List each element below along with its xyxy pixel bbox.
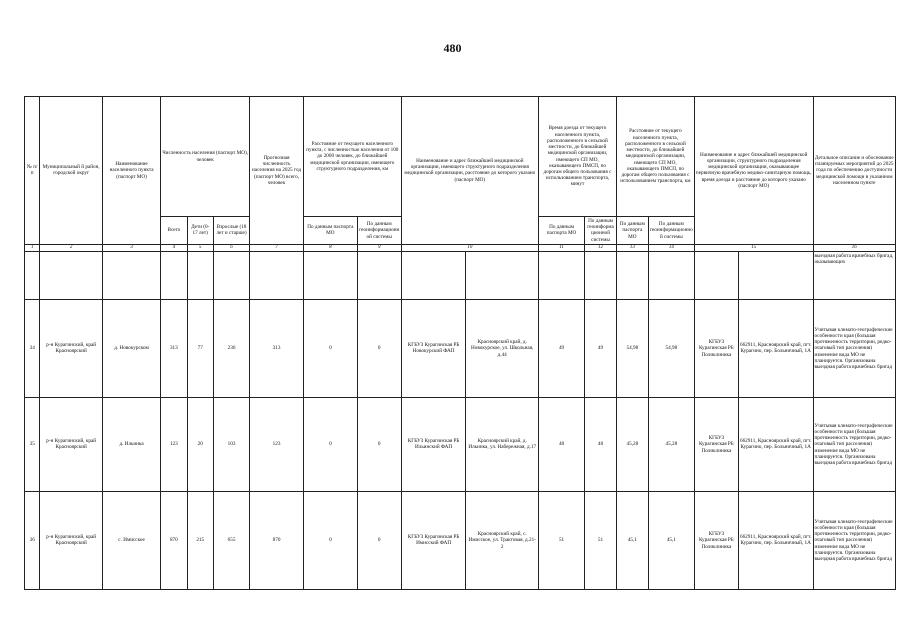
col-index: 7 — [250, 244, 304, 251]
page-number: 480 — [443, 41, 462, 55]
row-children: 77 — [187, 299, 213, 397]
row-org-address: Красноярский край, д. Ильинка, ул. Набережная, д.17 — [466, 397, 538, 491]
header-nearest-org: Наименование и адрес ближайшей медицинской организации, имеющего структурного подразделения медицинской организации, расстояние до которого указано (паспорт МО) — [401, 97, 538, 245]
row-adults: 103 — [213, 397, 249, 491]
row-pc-address: 662911, Красноярский край, пгт. Курагино, пер. Больничный, 1А — [738, 491, 813, 589]
row-time-passport: 48 — [538, 397, 584, 491]
row-time-passport: 51 — [538, 491, 584, 589]
header-pop-total: Всего — [161, 217, 187, 245]
header-by-passport-time: По данным паспорта МО — [538, 217, 584, 245]
row-total: 123 — [161, 397, 187, 491]
row-description: Учитывая климато-географические особенности края (большая протяженность территории, редко-очаговый тип расселения) изменение вида МО не планируется. Организована выездная работа врачебных бригад — [813, 491, 895, 589]
row-forecast: 123 — [250, 397, 304, 491]
header-forecast: Прогнозная численность населения на 2025 год (паспорт МО) всего, человек — [250, 97, 304, 245]
header-distance-structural: Расстояние от текущего населенного пункта, с численностью населения от 100 до 2000 человек, до ближайшей медицинской организации, имеющего структурного подразделения, км — [303, 97, 401, 217]
header-pop-children: Дети (0-17 лет) — [187, 217, 213, 245]
col-index: 13 — [616, 244, 648, 251]
header-pop-adults: Взрослые (18 лет и старше) — [213, 217, 249, 245]
row-dist-passport: 0 — [303, 299, 357, 397]
row-km-geo: 45,28 — [648, 397, 694, 491]
header-row-1 — [25, 97, 896, 217]
row-km-passport: 45,1 — [616, 491, 648, 589]
row-adults: 236 — [213, 299, 249, 397]
column-index-row — [25, 244, 896, 251]
row-dist-passport: 0 — [303, 397, 357, 491]
col-index: 14 — [648, 244, 694, 251]
row-pc-name: КГБУЗ Курагинская РБ Поликлиника — [694, 397, 738, 491]
row-org-name: КГБУЗ Курагинская РБ Имисский ФАП — [401, 491, 466, 589]
row-dist-geo: 0 — [357, 299, 401, 397]
row-pc-address: 662911, Красноярский край, пгт. Курагино, пер. Больничный, 1А — [738, 299, 813, 397]
row-km-geo: 54,98 — [648, 299, 694, 397]
header-num: № п/п — [25, 97, 40, 245]
header-by-passport-km: По данным паспорта МО — [616, 217, 648, 245]
col-index: 4 — [161, 244, 187, 251]
row-time-geo: 49 — [585, 299, 617, 397]
col-index: 2 — [40, 244, 103, 251]
row-district: р-н Курагинский, край Красноярский — [40, 491, 103, 589]
col-index: 1 — [25, 244, 40, 251]
col-index: 8 — [303, 244, 357, 251]
col-index: 12 — [585, 244, 617, 251]
row-num: 35 — [25, 397, 40, 491]
row-adults: 655 — [213, 491, 249, 589]
row-num: 34 — [25, 299, 40, 397]
carry-over-text: выездная работа врачебных бригад, оказывающих — [813, 251, 895, 299]
col-index: 3 — [102, 244, 160, 251]
row-forecast: 313 — [250, 299, 304, 397]
header-by-geo-km: По данным геоинформационной системы — [648, 217, 694, 245]
row-km-passport: 54,98 — [616, 299, 648, 397]
row-pc-name: КГБУЗ Курагинская РБ Поликлиника — [694, 491, 738, 589]
row-pc-name: КГБУЗ Курагинская РБ Поликлиника — [694, 299, 738, 397]
header-details: Детальное описание и обоснование планируемых мероприятий до 2025 года по обеспечению доступности медицинской помощи в указанном населенном пункте — [813, 97, 895, 245]
col-index: 16 — [813, 244, 895, 251]
header-by-geo-time: По данным геоинформационной системы — [585, 217, 617, 245]
col-index: 5 — [187, 244, 213, 251]
table-row — [25, 397, 896, 491]
row-org-name: КГБУЗ Курагинская РБ Ильинский ФАП — [401, 397, 466, 491]
row-km-passport: 45,28 — [616, 397, 648, 491]
col-index: 10 — [401, 244, 538, 251]
col-index: 6 — [213, 244, 249, 251]
header-travel-time: Время доезда от текущего населенного пункта, расположенного в сельской местности, до ближайшей медицинской организации, имеющего СП МО, оказывающего ПМСП, по дорогам общего пользования с использованием транспорта, минут — [538, 97, 616, 217]
row-description: Учитывая климато-географические особенности края (большая протяженность территории, редко-очаговый тип расселения) изменение вида МО не планируется. Организована выездная работа врачебных бригад — [813, 397, 895, 491]
row-time-geo: 48 — [585, 397, 617, 491]
row-time-geo: 51 — [585, 491, 617, 589]
medical-access-table — [24, 96, 896, 590]
row-org-name: КГБУЗ Курагинская РБ Новокурский ФАП — [401, 299, 466, 397]
header-population: Численность населения (паспорт МО), человек — [161, 97, 250, 217]
row-org-address: Красноярский край, д. Новокурское, ул. Школьная, д.44 — [466, 299, 538, 397]
row-settlement: с. Имисское — [102, 491, 160, 589]
row-dist-geo: 0 — [357, 397, 401, 491]
carry-over-row — [25, 251, 896, 299]
header-by-geo: По данным геоинформационной системы — [357, 217, 401, 245]
row-district: р-н Курагинский, край Красноярский — [40, 299, 103, 397]
header-by-passport: По данным паспорта МО — [303, 217, 357, 245]
header-primary-care: Наименование и адрес ближайшей медицинской организации, структурного подразделения медицинской организации, оказывающее первичную врачебную медико-санитарную помощь, время доезда и расстояние до которого указано (паспорт МО) — [694, 97, 813, 245]
row-settlement: д. Ильинка — [102, 397, 160, 491]
row-forecast: 870 — [250, 491, 304, 589]
row-total: 313 — [161, 299, 187, 397]
row-org-address: Красноярский край, с. Имисское, ул. Трактовая, д.21-2 — [466, 491, 538, 589]
row-pc-address: 662911, Красноярский край, пгт. Курагино, пер. Больничный, 1А — [738, 397, 813, 491]
row-settlement: д. Новокурском — [102, 299, 160, 397]
col-index: 15 — [694, 244, 813, 251]
table-row — [25, 491, 896, 589]
row-num: 36 — [25, 491, 40, 589]
row-children: 20 — [187, 397, 213, 491]
row-dist-passport: 0 — [303, 491, 357, 589]
row-description: Учитывая климато-географические особенности края (большая протяженность территории, редко-очаговый тип расселения) изменение вида МО не планируется. Организована выездная работа врачебных бригад — [813, 299, 895, 397]
col-index: 9 — [357, 244, 401, 251]
row-dist-geo: 0 — [357, 491, 401, 589]
header-municipality: Муниципальный й район, городской округ — [40, 97, 103, 245]
row-time-passport: 49 — [538, 299, 584, 397]
col-index: 11 — [538, 244, 584, 251]
row-children: 215 — [187, 491, 213, 589]
header-distance-rural: Расстояние от текущего населенного пункта, расположенного в сельской местности, до ближайшей медицинской организации, имеющего СП МО, оказывающего ПМСП, по дорогам общего пользования с использованием транспорта, км — [616, 97, 694, 217]
row-district: р-н Курагинский, край Красноярский — [40, 397, 103, 491]
header-settlement: Наименование населенного пункта (паспорт МО) — [102, 97, 160, 245]
row-total: 870 — [161, 491, 187, 589]
row-km-geo: 45,1 — [648, 491, 694, 589]
table-row — [25, 299, 896, 397]
